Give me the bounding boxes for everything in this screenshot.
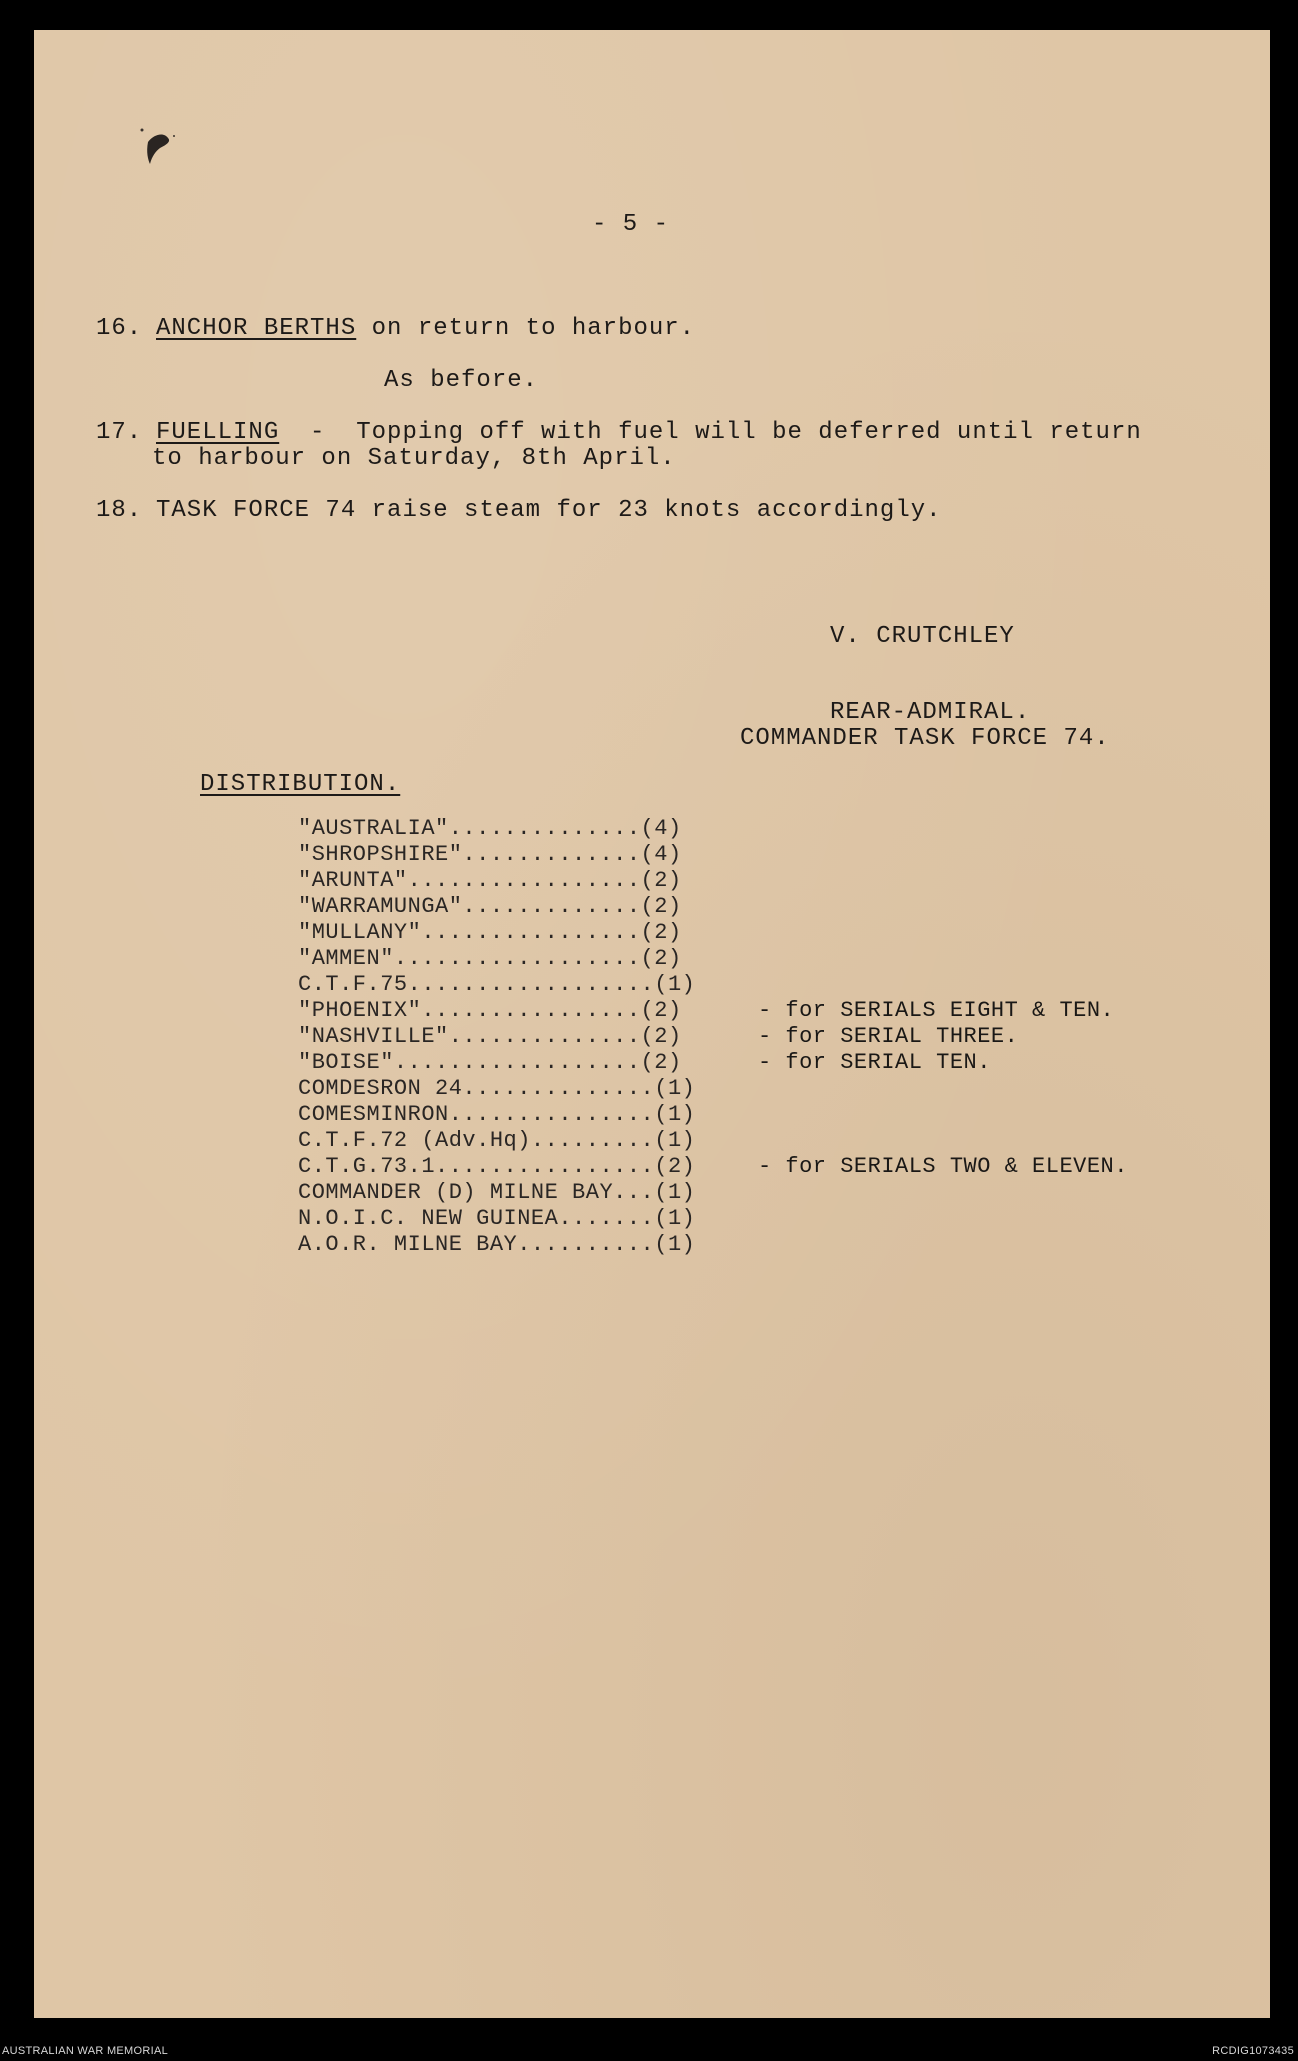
item-number: 18. [96,497,143,524]
distribution-entry: COMMANDER (D) MILNE BAY...(1) [298,1180,696,1205]
distribution-entry: "ARUNTA".................(2) [298,868,682,893]
distribution-entry: "SHROPSHIRE".............(4) [298,842,682,867]
distribution-entry: "AMMEN"..................(2) [298,946,682,971]
document-page [34,30,1270,2018]
distribution-entry: C.T.F.72 (Adv.Hq).........(1) [298,1128,696,1153]
item-number: 16. [96,315,143,342]
signature-name: V. CRUTCHLEY [830,623,1015,650]
item-18 [96,498,942,524]
signature-title: COMMANDER TASK FORCE 74. [740,725,1110,752]
item-16-continuation: As before. [384,367,539,394]
item-heading: ANCHOR BERTHS [156,315,357,342]
ink-blot-mark [134,120,192,180]
item-17 [96,420,1142,446]
distribution-title: DISTRIBUTION. [200,771,401,798]
distribution-entry: A.O.R. MILNE BAY..........(1) [298,1232,696,1257]
distribution-entry: C.T.G.73.1................(2) - for SERIALS TWO & ELEVEN. [298,1154,1128,1179]
distribution-entry: "NASHVILLE"..............(2) - for SERIAL THREE. [298,1024,1019,1049]
item-heading: FUELLING [156,419,280,446]
distribution-entry: COMDESRON 24..............(1) [298,1076,696,1101]
item-16 [96,316,695,342]
item-text: - Topping off with fuel will be deferred until return [279,419,1142,446]
item-text: on return to harbour. [356,315,696,342]
item-17-continuation: to harbour on Saturday, 8th April. [152,445,676,472]
item-text: TASK FORCE 74 raise steam for 23 knots accordingly. [156,497,942,524]
archive-id: RCDIG1073435 [1212,2045,1294,2057]
distribution-entry: "AUSTRALIA"..............(4) [298,816,682,841]
distribution-entry: "BOISE"..................(2) - for SERIAL TEN. [298,1050,991,1075]
distribution-entry: N.O.I.C. NEW GUINEA.......(1) [298,1206,696,1231]
distribution-list [298,816,1128,1258]
distribution-entry: C.T.F.75..................(1) [298,972,696,997]
archive-credit: AUSTRALIAN WAR MEMORIAL [2,2045,169,2057]
page-number: - 5 - [592,211,670,238]
distribution-entry: "WARRAMUNGA".............(2) [298,894,682,919]
item-number: 17. [96,419,143,446]
distribution-entry: "PHOENIX"................(2) - for SERIALS EIGHT & TEN. [298,998,1115,1023]
distribution-entry: "MULLANY"................(2) [298,920,682,945]
signature-rank: REAR-ADMIRAL. [830,699,1031,726]
distribution-entry: COMESMINRON...............(1) [298,1102,696,1127]
